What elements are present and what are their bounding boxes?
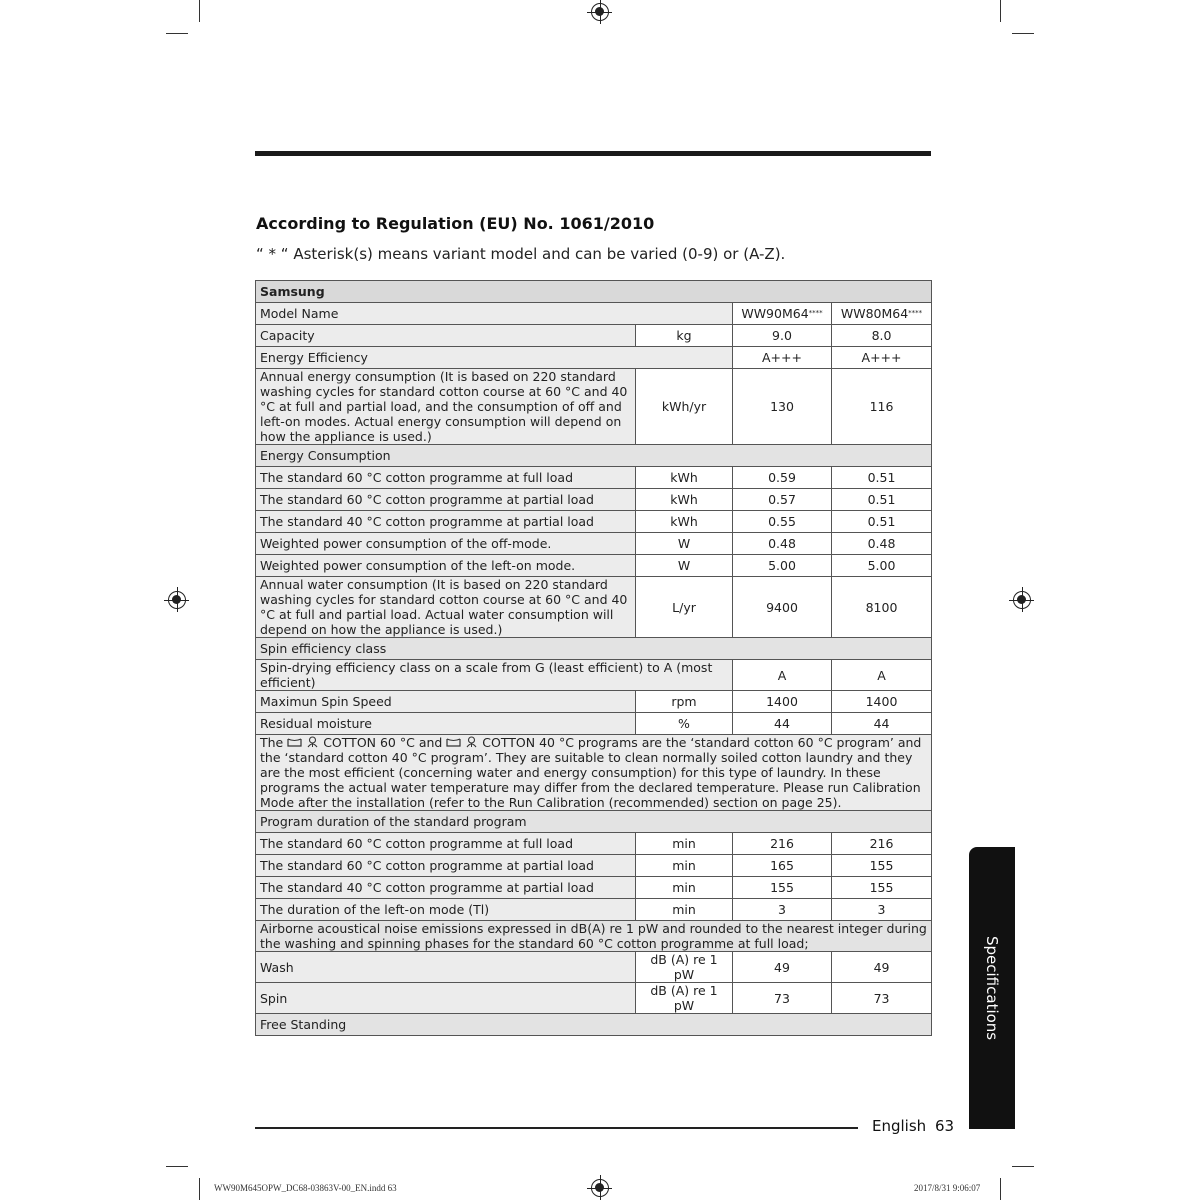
page-reference[interactable]: 25 (816, 795, 833, 810)
model-name-2: WW80M64**** (832, 303, 932, 325)
row-value-1: 5.00 (733, 555, 832, 577)
row-unit: W (636, 533, 733, 555)
row-unit: kWh (636, 511, 733, 533)
row-value-2: 216 (832, 833, 932, 855)
table-row (256, 921, 932, 952)
calibration-link[interactable]: Run Calibration (recommended) (508, 795, 709, 810)
row-label: Weighted power consumption of the off-mode. (256, 533, 636, 555)
row-value-1: A (733, 660, 832, 691)
crop-mark-top-left-v (199, 0, 200, 22)
row-value-2: 3 (832, 899, 932, 921)
row-label: The standard 40 °C cotton programme at partial load (256, 877, 636, 899)
table-row (256, 281, 932, 303)
table-row (256, 511, 932, 533)
table-row (256, 899, 932, 921)
row-label: Spin (256, 983, 636, 1014)
table-row (256, 811, 932, 833)
section-energy-consumption: Energy Consumption (256, 445, 932, 467)
section-spin-efficiency: Spin efficiency class (256, 638, 932, 660)
crop-mark-top-right-v (1000, 0, 1001, 22)
row-value-1: 155 (733, 877, 832, 899)
header-rule (255, 151, 931, 156)
row-label: Maximun Spin Speed (256, 691, 636, 713)
table-row (256, 467, 932, 489)
table-row (256, 489, 932, 511)
row-value-2: 0.48 (832, 533, 932, 555)
row-label: Energy Efficiency (256, 347, 733, 369)
registration-mark-icon (591, 1179, 609, 1197)
table-row (256, 555, 932, 577)
asterisk-note: “ * “ Asterisk(s) means variant model and can be varied (0-9) or (A-Z). (256, 245, 786, 263)
row-label: Residual moisture (256, 713, 636, 735)
table-row (256, 303, 932, 325)
row-unit: kWh (636, 467, 733, 489)
row-value-1: 130 (733, 369, 832, 445)
row-unit: min (636, 833, 733, 855)
row-value-1: 9.0 (733, 325, 832, 347)
row-label: Weighted power consumption of the left-on mode. (256, 555, 636, 577)
table-row (256, 735, 932, 811)
table-row (256, 691, 932, 713)
row-value-1: A+++ (733, 347, 832, 369)
row-value-1: 73 (733, 983, 832, 1014)
row-label: The duration of the left-on mode (Tl) (256, 899, 636, 921)
row-label: The standard 60 °C cotton programme at full load (256, 833, 636, 855)
page-number: 63 (935, 1117, 955, 1135)
table-row (256, 983, 932, 1014)
note-text: ). (832, 795, 842, 810)
table-row (256, 713, 932, 735)
row-label: The standard 60 °C cotton programme at partial load (256, 855, 636, 877)
crop-mark-bottom-right-v (1000, 1178, 1001, 1200)
row-unit: min (636, 899, 733, 921)
row-value-1: 165 (733, 855, 832, 877)
brand-header: Samsung (256, 281, 932, 303)
footer-rule (255, 1127, 858, 1129)
row-value-2: 0.51 (832, 467, 932, 489)
row-unit: kg (636, 325, 733, 347)
note-text: COTTON 60 °C and (323, 735, 443, 750)
row-value-2: A (832, 660, 932, 691)
row-value-1: 3 (733, 899, 832, 921)
row-value-2: 73 (832, 983, 932, 1014)
section-heading: According to Regulation (EU) No. 1061/2010 (256, 214, 655, 233)
row-label: Wash (256, 952, 636, 983)
table-row (256, 533, 932, 555)
row-value-2: 44 (832, 713, 932, 735)
row-unit: kWh/yr (636, 369, 733, 445)
table-row (256, 577, 932, 638)
crop-mark-top-left-h (166, 33, 188, 34)
row-value-2: 5.00 (832, 555, 932, 577)
row-value-2: 1400 (832, 691, 932, 713)
row-value-2: A+++ (832, 347, 932, 369)
specifications-table (255, 280, 932, 1036)
row-value-2: 155 (832, 877, 932, 899)
row-value-2: 49 (832, 952, 932, 983)
crop-mark-top-right-h (1012, 33, 1034, 34)
row-label: The standard 40 °C cotton programme at partial load (256, 511, 636, 533)
row-unit: % (636, 713, 733, 735)
row-value-1: 0.59 (733, 467, 832, 489)
row-unit: W (636, 555, 733, 577)
row-unit: min (636, 855, 733, 877)
row-value-2: 8.0 (832, 325, 932, 347)
table-row (256, 877, 932, 899)
table-row (256, 445, 932, 467)
registration-mark-icon (591, 3, 609, 21)
row-value-2: 0.51 (832, 511, 932, 533)
note-text: section on page (712, 795, 813, 810)
slug-timestamp: 2017/8/31 9:06:07 (914, 1183, 981, 1193)
crop-mark-bottom-right-h (1012, 1166, 1034, 1167)
row-value-1: 9400 (733, 577, 832, 638)
row-label: Annual energy consumption (It is based on 220 standard washing cycles for standard cotton course at 60 °C and 40 °C at full and partial load, and the consumption of off and left-on modes. Actual energy consumption will depend on how the appliance is used.) (256, 369, 636, 445)
table-row (256, 952, 932, 983)
row-value-2: 8100 (832, 577, 932, 638)
row-value-1: 49 (733, 952, 832, 983)
table-row (256, 325, 932, 347)
footer-language: English (872, 1117, 927, 1135)
row-value-1: 0.55 (733, 511, 832, 533)
row-label: Spin-drying efficiency class on a scale from G (least efficient) to A (most efficient) (256, 660, 733, 691)
row-value-2: 0.51 (832, 489, 932, 511)
row-unit: min (636, 877, 733, 899)
note-text: The (260, 735, 284, 750)
row-value-1: 1400 (733, 691, 832, 713)
drum-icon (287, 737, 302, 748)
crop-mark-bottom-left-h (166, 1166, 188, 1167)
table-row (256, 1014, 932, 1036)
section-free-standing: Free Standing (256, 1014, 932, 1036)
row-unit: dB (A) re 1 pW (636, 983, 733, 1014)
drum-icon (446, 737, 461, 748)
note-text: COTTON 40 °C programs are the ‘standard cotton 60 °C program’ and the ‘standard cotton 40 °C program’. They are suitable to clean normally soiled cotton laundry and they are the most efficient (concerning water and energy consumption) for this type of laundry. In these programs the actual water temperature may differ from the declared temperature. Please run Calibration Mode after the installation (refer to the (260, 735, 922, 810)
row-unit: kWh (636, 489, 733, 511)
registration-mark-icon (168, 591, 186, 609)
model-name-label: Model Name (256, 303, 733, 325)
row-value-1: 44 (733, 713, 832, 735)
cotton-icon (306, 736, 319, 748)
row-label: The standard 60 °C cotton programme at full load (256, 467, 636, 489)
table-row (256, 347, 932, 369)
section-noise: Airborne acoustical noise emissions expressed in dB(A) re 1 pW and rounded to the nearest integer during the washing and spinning phases for the standard 60 °C cotton programme at full load; (256, 921, 932, 952)
row-unit: rpm (636, 691, 733, 713)
row-unit: L/yr (636, 577, 733, 638)
registration-mark-icon (1013, 591, 1031, 609)
row-label: Annual water consumption (It is based on 220 standard washing cycles for standard cotton course at 60 °C and 40 °C at full and partial load. Actual water consumption will depend on how the appliance is used.) (256, 577, 636, 638)
slug-filename: WW90M645OPW_DC68-03863V-00_EN.indd 63 (214, 1183, 397, 1193)
model-name-1: WW90M64**** (733, 303, 832, 325)
table-row (256, 369, 932, 445)
row-value-1: 216 (733, 833, 832, 855)
row-value-2: 155 (832, 855, 932, 877)
row-value-2: 116 (832, 369, 932, 445)
table-row (256, 660, 932, 691)
row-label: Capacity (256, 325, 636, 347)
crop-mark-bottom-left-v (199, 1178, 200, 1200)
chapter-tab-label: Specifications (983, 935, 1001, 1041)
row-label: The standard 60 °C cotton programme at partial load (256, 489, 636, 511)
section-program-duration: Program duration of the standard program (256, 811, 932, 833)
row-value-1: 0.48 (733, 533, 832, 555)
cotton-program-note (256, 735, 932, 811)
row-value-1: 0.57 (733, 489, 832, 511)
table-row (256, 855, 932, 877)
table-row (256, 638, 932, 660)
table-row (256, 833, 932, 855)
cotton-icon (465, 736, 478, 748)
row-unit: dB (A) re 1 pW (636, 952, 733, 983)
